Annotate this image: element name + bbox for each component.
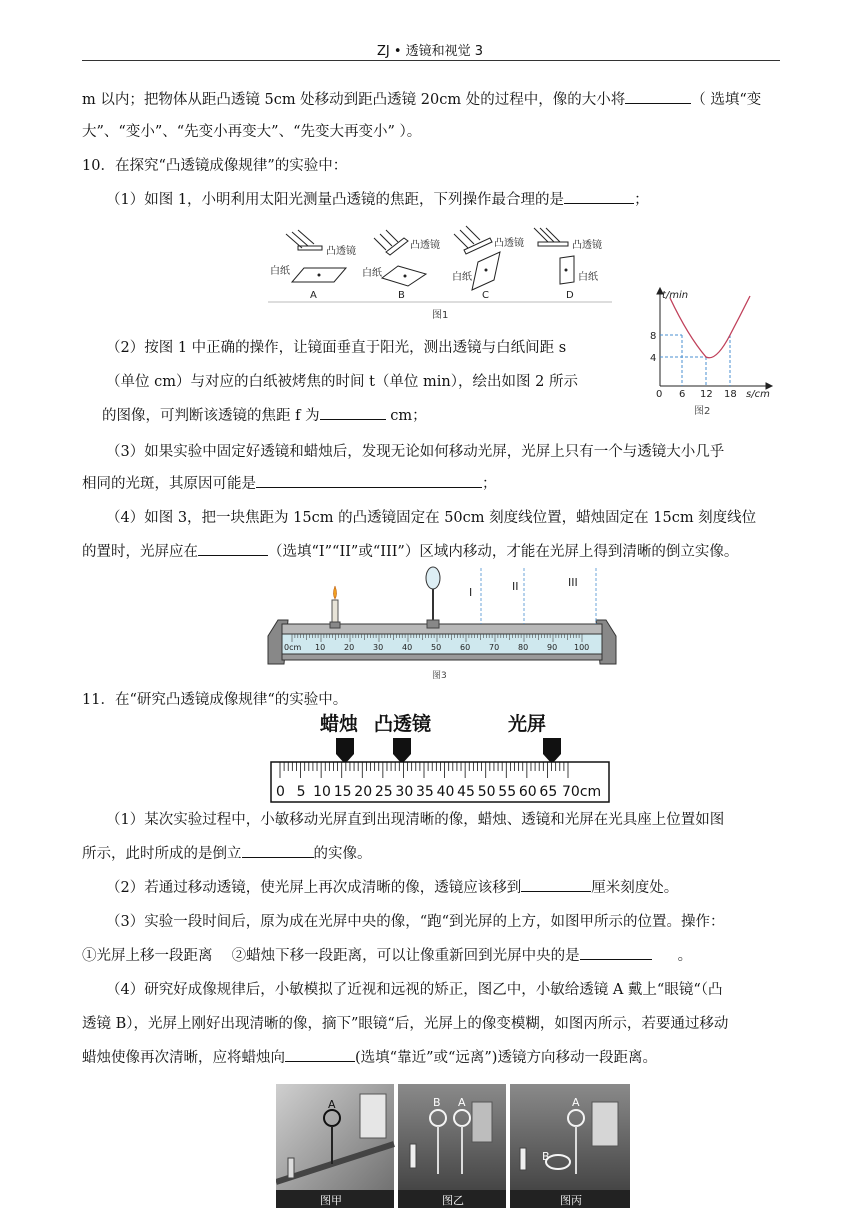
figure-1: [268, 224, 612, 324]
fig3-tick-30: 30: [373, 643, 384, 652]
fig3-tick-0: 0cm: [284, 643, 302, 652]
ruler-label: 15: [333, 784, 352, 800]
fig3-tick-90: 90: [547, 643, 558, 652]
fig3-caption: 图3: [432, 671, 447, 681]
q10-part2-text: 的图像，可判断该透镜的焦距 f 为: [102, 408, 320, 424]
q9-line2: 大”、“变小”、“先变小再变大”、“先变大再变小” ）。: [82, 124, 422, 140]
fig1-option-d-label: D: [566, 290, 574, 301]
q10-part3-l1: （3）如果实验中固定好透镜和蜡烛后，发现无论如何移动光屏，光屏上只有一个与透镜大小几乎: [106, 444, 725, 460]
q10-title: 10．在探究“凸透镜成像规律”的实验中：: [82, 158, 348, 174]
fig1-option-a-label: A: [310, 290, 317, 301]
ruler-label: 65: [539, 784, 558, 800]
q11-part2-end: 厘米刻度处。: [591, 880, 679, 896]
q11-part4-l2: 透镜 B），光屏上刚好出现清晰的像，摘下”眼镜“后，光屏上的像变模糊，如图丙所示，若要通过移动: [82, 1016, 729, 1032]
ruler-label: 5: [296, 784, 306, 800]
q11-part4-l3: [82, 1042, 782, 1074]
fig3-candle: [330, 586, 340, 628]
q11-part4-text2: (选填“靠近”或“远离”)透镜方向移动一段距离。: [355, 1050, 657, 1066]
fig1-option-d: [534, 228, 574, 284]
fig1-paper-label-b: 白纸: [362, 268, 382, 279]
q11-part3-blank[interactable]: [580, 945, 652, 960]
fig2-xtick-0: 0: [656, 389, 663, 400]
q11-part1-blank[interactable]: [242, 843, 314, 858]
q11-holders: [336, 738, 561, 764]
q11-part3-l2: [82, 940, 782, 972]
photo-jia-caption: 图甲: [320, 1194, 342, 1207]
fig2-xlabel: s/cm: [746, 389, 770, 400]
header-rule: [82, 60, 780, 61]
q10-part4-l2: [82, 536, 782, 568]
ruler-label: 60: [518, 784, 537, 800]
fig3-region-iii: III: [568, 576, 578, 589]
fig1-lens-label-a: 凸透镜: [326, 246, 356, 257]
ruler-label: 35: [416, 784, 434, 800]
fig2-ytick-8: 8: [650, 331, 657, 342]
q11-title: 11．在“研究凸透镜成像规律“的实验中。: [82, 692, 348, 708]
ruler-label: 25: [374, 784, 393, 800]
q11-lens-label: 凸透镜: [374, 713, 432, 735]
fig1-paper-label-c: 白纸: [452, 272, 472, 283]
q11-photos: [276, 1084, 630, 1208]
q10-part1: [106, 184, 806, 216]
q10-part3-end: ；: [482, 476, 497, 492]
fig3-tick-100: 100: [574, 643, 590, 652]
q10-part1-blank[interactable]: [564, 189, 634, 204]
ruler-label: 70cm: [562, 784, 602, 800]
ruler-label: 40: [436, 784, 455, 800]
ruler-label: 0: [276, 784, 285, 800]
q10-part3-l2: [82, 468, 782, 500]
q10-part2-l2: （单位 cm）与对应的白纸被烤焦的时间 t（单位 min），绘出如图 2 所示: [106, 374, 578, 390]
photo-yi-letter-a: A: [458, 1096, 466, 1109]
q11-part2-text: （2）若通过移动透镜，使光屏上再次成清晰的像，透镜应该移到: [106, 880, 522, 896]
q10-part2-blank[interactable]: [320, 405, 386, 420]
fig1-paper-label-a: 白纸: [270, 266, 290, 277]
photo-yi-caption: 图乙: [442, 1194, 464, 1207]
q9-line1: [82, 84, 782, 116]
ruler-label: 20: [354, 784, 373, 800]
photo-bing-caption: 图丙: [560, 1194, 582, 1207]
q11-part4-text: 蜡烛使像再次清晰，应将蜡烛向: [82, 1050, 285, 1066]
q11-part4-blank[interactable]: [285, 1047, 355, 1062]
fig1-option-b-label: B: [398, 290, 405, 301]
q11-candle-label: 蜡烛: [320, 713, 359, 735]
q11-part1-l1: （1）某次实验过程中，小敏移动光屏直到出现清晰的像，蜡烛、透镜和光屏在光具座上位置如图: [106, 812, 725, 828]
q11-part3-l1: （3）实验一段时间后，原为成在光屏中央的像，“跑“到光屏的上方，如图甲所示的位置。操作：: [106, 914, 725, 930]
q11-part1-end: 的实像。: [313, 846, 372, 862]
q11-part3-text: ①光屏上移一段距离 ②蜡烛下移一段距离，可以让像重新回到光屏中央的是: [82, 948, 580, 964]
q9-answer-blank[interactable]: [625, 89, 691, 104]
ruler-label: 55: [498, 784, 517, 800]
q10-part1-text: （1）如图 1，小明利用太阳光测量凸透镜的焦距，下列操作最合理的是: [106, 192, 565, 208]
fig3-tick-80: 80: [518, 643, 529, 652]
fig1-lens-label-b: 凸透镜: [410, 240, 440, 251]
q10-part1-end: ；: [634, 192, 649, 208]
photo-jia: [276, 1084, 394, 1208]
fig3-tick-20: 20: [344, 643, 355, 652]
q11-screen-label: 光屏: [508, 713, 547, 735]
fig1-paper-label-d: 白纸: [578, 272, 598, 283]
fig3-tick-70: 70: [489, 643, 500, 652]
photo-bing-letter-b: B: [542, 1150, 550, 1163]
ruler-label: 10: [313, 784, 331, 800]
fig2-ytick-4: 4: [650, 353, 657, 364]
ruler-label: 30: [395, 784, 414, 800]
q10-part2-l3: [102, 400, 802, 432]
photo-bing-letter-a: A: [572, 1096, 580, 1109]
q10-part2-unit: cm；: [385, 408, 427, 424]
fig2-caption: 图2: [694, 406, 711, 416]
q10-part3-blank[interactable]: [256, 473, 482, 488]
fig3-region-ii: II: [512, 580, 519, 593]
q11-part1-l2: [82, 838, 782, 870]
q11-part3-end: 。: [677, 948, 693, 964]
q10-part3-text: 相同的光斑，其原因可能是: [82, 476, 256, 492]
q10-part4-text: 的置时，光屏应在: [82, 544, 198, 560]
photo-yi: [398, 1084, 506, 1208]
fig1-lens-label-d: 凸透镜: [572, 240, 602, 251]
q10-part2-l1: （2）按图 1 中正确的操作，让镜面垂直于阳光，测出透镜与白纸间距 s: [106, 340, 567, 356]
page-header: ZJ • 透镜和视觉 3: [376, 44, 484, 59]
figure-3-optical-bench: [262, 566, 622, 682]
q10-part4-blank[interactable]: [198, 541, 268, 556]
fig2-xtick-18: 18: [724, 389, 737, 400]
fig3-bench: [268, 620, 616, 664]
q10-part4-l1: （4）如图 3，把一块焦距为 15cm 的凸透镜固定在 50cm 刻度线位置，蜡烛固定在 15cm 刻度线位: [106, 510, 757, 526]
fig2-xtick-6: 6: [679, 389, 686, 400]
q9-text: m 以内；把物体从距凸透镜 5cm 处移动到距凸透镜 20cm 处的过程中，像的大小将: [82, 92, 626, 108]
q9-text-tail: （ 选填“变: [691, 92, 762, 108]
ruler-label: 50: [477, 784, 496, 800]
fig1-lens-label-c: 凸透镜: [494, 238, 524, 249]
fig3-tick-10: 10: [315, 643, 326, 652]
q11-part2: [106, 872, 806, 904]
photo-yi-letter-b: B: [433, 1096, 441, 1109]
fig3-tick-60: 60: [460, 643, 471, 652]
fig2-ylabel: t/min: [662, 290, 689, 301]
fig3-lens: [426, 567, 440, 628]
q11-part1-text: 所示，此时所成的是倒立: [82, 846, 242, 862]
ruler-label: 45: [457, 784, 475, 800]
q11-ruler-figure: [268, 708, 612, 804]
fig3-tick-40: 40: [402, 643, 413, 652]
fig1-option-c-label: C: [482, 290, 489, 301]
q11-part2-blank[interactable]: [521, 877, 591, 892]
fig3-tick-50: 50: [431, 643, 442, 652]
fig3-region-i: I: [469, 586, 473, 599]
q11-part4-l1: （4）研究好成像规律后，小敏模拟了近视和远视的矫正，图乙中，小敏给透镜 A 戴上“眼镜“（凸: [106, 982, 723, 998]
photo-bing: [510, 1084, 630, 1208]
fig1-caption: 图1: [432, 310, 449, 321]
q10-part4-text2: （选填“I”“II”或“III”）区域内移动，才能在光屏上得到清晰的倒立实像。: [268, 544, 739, 560]
fig2-xtick-12: 12: [700, 389, 713, 400]
photo-jia-letter-a: A: [328, 1098, 336, 1111]
